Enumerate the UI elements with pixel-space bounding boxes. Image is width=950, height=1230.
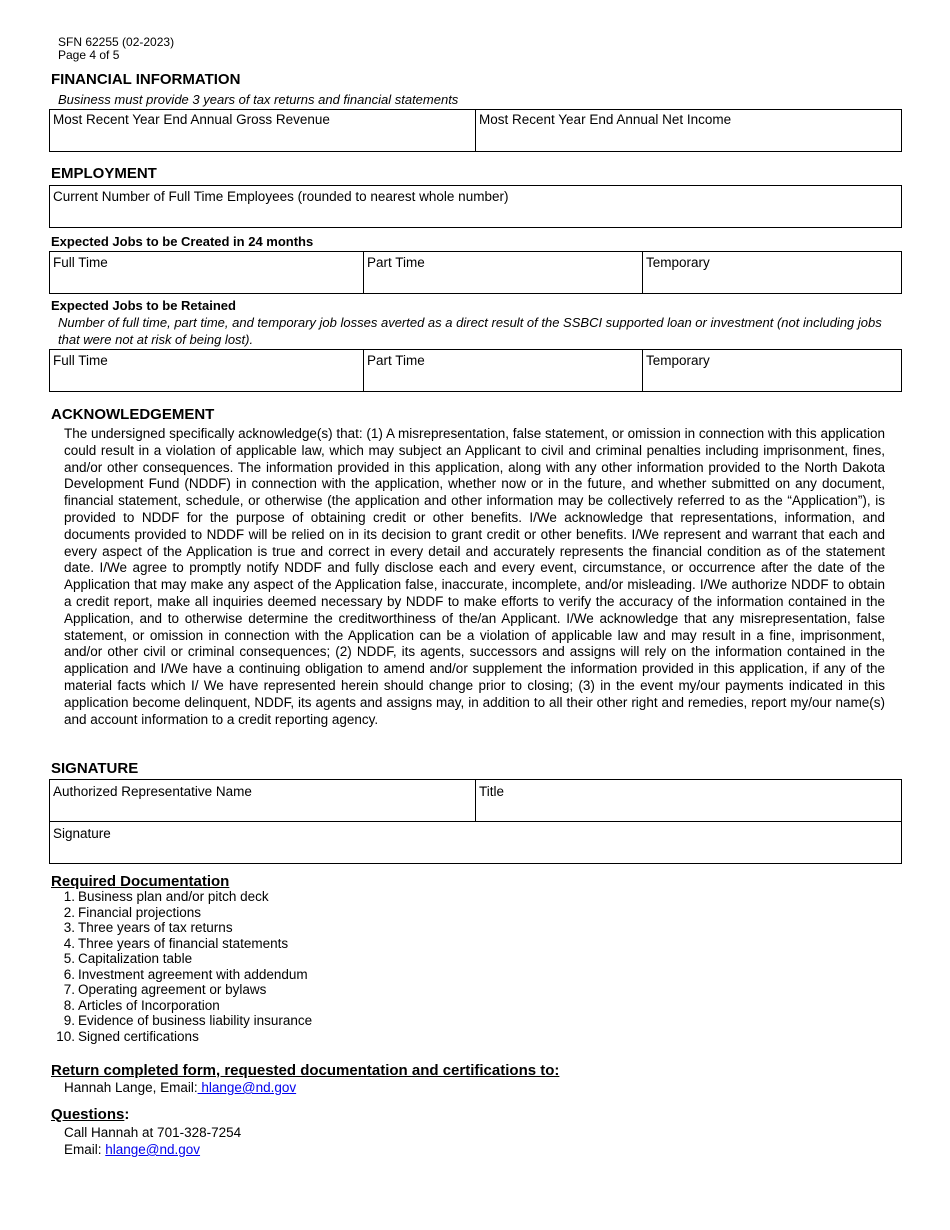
form-number: SFN 62255 (02-2023): [58, 35, 175, 49]
title-field[interactable]: [475, 782, 901, 821]
gross-revenue-label: Most Recent Year End Annual Gross Revenue: [53, 112, 330, 127]
jobs-retained-note: Number of full time, part time, and temporary job losses averted as a direct result of the SSBCI supported loan or investment (not including jobs that were not at risk of being lost).: [58, 315, 882, 347]
retained-full-time-field[interactable]: [49, 351, 363, 391]
required-docs-heading: Required Documentation: [51, 873, 230, 890]
retained-full-time-label: Full Time: [53, 353, 108, 368]
gross-revenue-field[interactable]: [49, 110, 475, 151]
created-part-time-label: Part Time: [367, 255, 425, 270]
created-temporary-label: Temporary: [646, 255, 710, 270]
rep-name-field[interactable]: [49, 782, 475, 821]
list-item: 3. Three years of tax returns: [63, 920, 233, 935]
questions-heading: Questions:: [51, 1106, 130, 1123]
acknowledgement-text: The undersigned specifically acknowledge(s) that: (1) A misrepresentation, false statement, or omission in connection with this application could result in a violation of applicable law, which may subject an Applicant to civil and criminal penalties including imprisonment, fines, and/or other consequences. The information provided in this application, along with any other information provided to the North Dakota Development Fund (NDDF) in connection with the application, whether now or in the future, and whether submitted on any document, financial statement, schedule, or otherwise (the application and other information may be collectively referred to as the “Application”), is provided to NDDF for the purpose of obtaining credit or other benefits. I/We acknowledge that representations, information, and documents provided to NDDF will be relied on in its decision to grant credit or other benefits. I/We represent and warrant that each and every aspect of the Application is true and correct in every detail and accurately represents the financial condition as of the statement date. I/We agree to promptly notify NDDF and fully disclose each and every event, circumstance, or occurrence after the date of the Application that may make any aspect of the Application false, inaccurate, incomplete, and/or misleading. I/We authorize NDDF to obtain a credit report, make all inquiries deemed necessary by NDDF to make efforts to verify the accuracy of the information contained in the Application, and to otherwise determine the creditworthiness of the/an Applicant. I/We acknowledge that any misrepresentation, false statement, or omission in connection with the Application can be a violation of applicable law and may result in a fine, imprisonment, and/or other civil or criminal consequences; (2) NDDF, its agents, successors and assigns will rely on the information contained in the application and I/We have a continuing obligation to amend and/or supplement the information provided in this application, if any of the material facts which I/ We have represented herein should change prior to closing; (3) in the event my/our payments indicated in this application become delinquent, NDDF, its agents and assigns may, in addition to all their other right and remedies, report my/our name(s) and account information to a credit reporting agency.: [64, 426, 885, 727]
title-label: Title: [479, 784, 505, 799]
jobs-created-heading: Expected Jobs to be Created in 24 months: [51, 234, 314, 249]
net-income-label: Most Recent Year End Annual Net Income: [479, 112, 732, 127]
list-item: 7. Operating agreement or bylaws: [63, 982, 267, 997]
return-heading: Return completed form, requested documentation and certifications to:: [51, 1062, 560, 1079]
current-employees-label: Current Number of Full Time Employees (rounded to nearest whole number): [53, 189, 509, 204]
questions-email-link[interactable]: hlange@nd.gov: [105, 1142, 201, 1157]
financial-heading: FINANCIAL INFORMATION: [51, 71, 241, 88]
signature-label: Signature: [53, 826, 111, 841]
employment-heading: EMPLOYMENT: [51, 165, 157, 182]
list-item: 5. Capitalization table: [63, 951, 193, 966]
list-item: 10. Signed certifications: [56, 1028, 199, 1044]
rep-name-label: Authorized Representative Name: [53, 784, 252, 799]
jobs-retained-heading: Expected Jobs to be Retained: [51, 298, 236, 313]
list-item: 1. Business plan and/or pitch deck: [63, 889, 269, 904]
financial-note: Business must provide 3 years of tax returns and financial statements: [58, 92, 459, 107]
questions-call: Call Hannah at 701-328-7254: [64, 1125, 242, 1140]
list-item: 2. Financial projections: [63, 904, 202, 920]
required-docs-list: [56, 889, 313, 1044]
created-part-time-field[interactable]: [363, 253, 642, 293]
questions-email-prefix: Email:: [64, 1142, 106, 1157]
acknowledgement-heading: ACKNOWLEDGEMENT: [51, 406, 215, 423]
created-temporary-field[interactable]: [642, 253, 901, 293]
page-number: Page 4 of 5: [58, 48, 120, 62]
current-employees-field[interactable]: [49, 187, 902, 227]
retained-part-time-field[interactable]: [363, 351, 642, 391]
signature-heading: SIGNATURE: [51, 760, 139, 777]
created-full-time-field[interactable]: [49, 253, 363, 293]
created-full-time-label: Full Time: [53, 255, 108, 270]
net-income-field[interactable]: [475, 110, 901, 151]
retained-temporary-field[interactable]: [642, 351, 901, 391]
list-item: 9. Evidence of business liability insurance: [63, 1013, 313, 1028]
list-item: 8. Articles of Incorporation: [63, 997, 220, 1013]
questions-email: [64, 1142, 200, 1158]
list-item: 6. Investment agreement with addendum: [63, 966, 308, 982]
retained-temporary-label: Temporary: [646, 353, 710, 368]
return-email-link[interactable]: hlange@nd.gov: [197, 1080, 297, 1095]
retained-part-time-label: Part Time: [367, 353, 425, 368]
return-contact-prefix: Hannah Lange, Email:: [64, 1080, 198, 1095]
divider: [49, 821, 902, 822]
return-contact: [64, 1080, 296, 1096]
signature-field[interactable]: [49, 824, 902, 863]
list-item: 4. Three years of financial statements: [63, 935, 289, 951]
